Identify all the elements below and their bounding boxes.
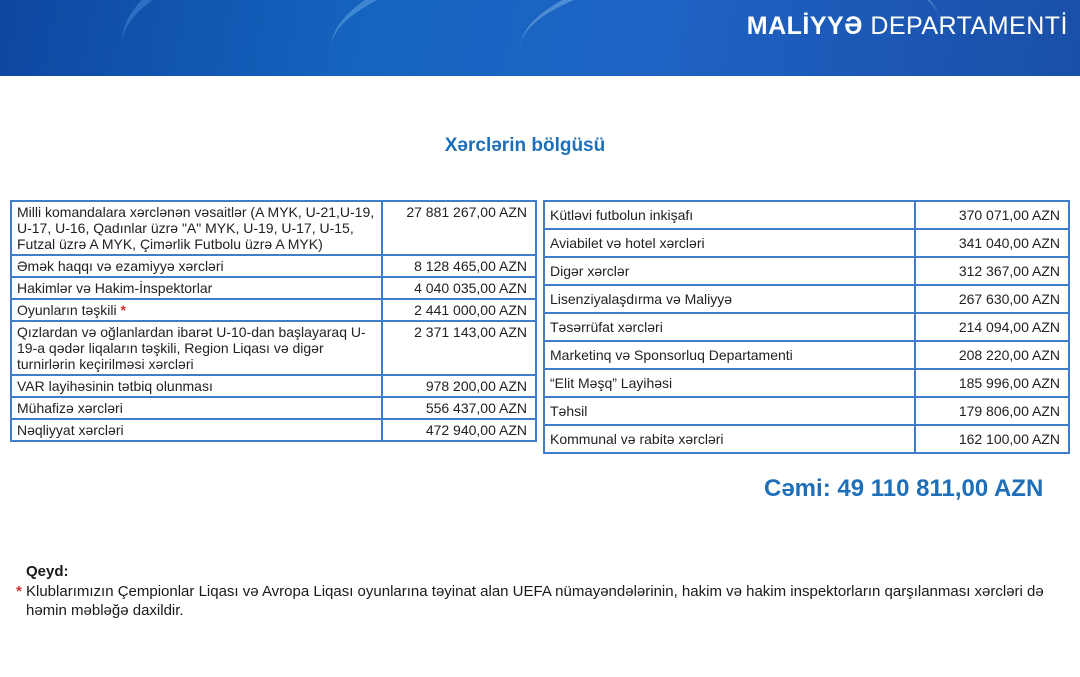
total-amount: Cəmi: 49 110 811,00 AZN (764, 475, 1044, 502)
expense-label: Mühafizə xərcləri (17, 400, 123, 416)
expense-amount: 2 441 000,00 AZN (382, 299, 536, 321)
expense-label: Nəqliyyat xərcləri (17, 422, 124, 438)
expense-label-cell (544, 201, 915, 229)
expense-label-cell (544, 313, 915, 341)
expense-table-left (10, 200, 537, 442)
expense-label-cell (544, 341, 915, 369)
expense-amount: 472 940,00 AZN (382, 419, 536, 441)
expense-label-cell (544, 229, 915, 257)
expense-label-cell (544, 257, 915, 285)
expense-label: VAR layihəsinin tətbiq olunması (17, 378, 213, 394)
table-row (11, 321, 536, 375)
expense-amount: 312 367,00 AZN (915, 257, 1069, 285)
expense-label: Digər xərclər (550, 263, 630, 279)
expense-table-right (543, 200, 1070, 454)
table-row (11, 277, 536, 299)
expense-amount: 341 040,00 AZN (915, 229, 1069, 257)
table-row (544, 369, 1069, 397)
expense-label: Təsərrüfat xərcləri (550, 319, 663, 335)
expense-label: Hakimlər və Hakim-İnspektorlar (17, 280, 213, 296)
expense-label: Oyunların təşkili (17, 302, 117, 318)
page-title: Xərclərin bölgüsü (444, 135, 606, 156)
expense-label-cell (11, 397, 382, 419)
expense-label-cell (11, 419, 382, 441)
expense-label-cell (544, 285, 915, 313)
logo-bold-text: MALİYYƏ (746, 12, 863, 40)
expense-label: Lisenziyalaşdırma və Maliyyə (550, 291, 733, 307)
expense-label-cell (11, 375, 382, 397)
expense-label-cell (11, 201, 382, 255)
expense-label-cell (11, 321, 382, 375)
expense-amount: 185 996,00 AZN (915, 369, 1069, 397)
expense-label-cell (544, 425, 915, 453)
table-row (544, 425, 1069, 453)
expense-amount: 4 040 035,00 AZN (382, 277, 536, 299)
expense-label-cell (11, 277, 382, 299)
table-row (544, 341, 1069, 369)
table-row (544, 229, 1069, 257)
expense-amount: 27 881 267,00 AZN (382, 201, 536, 255)
table-row (11, 201, 536, 255)
expense-label: Təhsil (550, 403, 588, 419)
table-row (544, 313, 1069, 341)
header-banner (0, 0, 1080, 76)
expense-label: Kütləvi futbolun inkişafı (550, 207, 694, 223)
expense-amount: 978 200,00 AZN (382, 375, 536, 397)
expense-label: Kommunal və rabitə xərcləri (550, 431, 724, 447)
expense-amount: 208 220,00 AZN (915, 341, 1069, 369)
expense-label: “Elit Məşq” Layihəsi (550, 375, 673, 391)
table-row (11, 299, 536, 321)
department-logo (747, 12, 1068, 41)
expense-amount: 8 128 465,00 AZN (382, 255, 536, 277)
note-text: Klublarımızın Çempionlar Liqası və Avropa Liqası oyunlarına təyinat alan UEFA nümayəndələrinin, hakim və hakim inspektorların qarşılanması xərcləri də həmin məbləğə daxildir. (26, 583, 1044, 619)
expense-label: Qızlardan və oğlanlardan ibarət U-10-dan başlayaraq U-19-a qədər liqaların təşkili, Region Liqası və digər turnirlərin keçirilməsi xərcləri (17, 324, 366, 372)
expense-amount: 214 094,00 AZN (915, 313, 1069, 341)
footnote-marker: * (120, 302, 126, 318)
expense-label-cell (11, 255, 382, 277)
table-row (544, 397, 1069, 425)
logo-light-text: DEPARTAMENTİ (870, 12, 1068, 40)
expense-label: Əmək haqqı və ezamiyyə xərcləri (17, 258, 224, 274)
expense-label-cell (544, 369, 915, 397)
expense-label-cell (544, 397, 915, 425)
expense-amount: 556 437,00 AZN (382, 397, 536, 419)
table-row (544, 201, 1069, 229)
note-body (16, 582, 1066, 620)
table-row (11, 419, 536, 441)
table-row (544, 285, 1069, 313)
expense-amount: 370 071,00 AZN (915, 201, 1069, 229)
expense-label: Aviabilet və hotel xərcləri (550, 235, 705, 251)
expense-amount: 2 371 143,00 AZN (382, 321, 536, 375)
expense-label: Marketinq və Sponsorluq Departamenti (550, 347, 793, 363)
table-row (11, 375, 536, 397)
expense-amount: 267 630,00 AZN (915, 285, 1069, 313)
expense-label-cell (11, 299, 382, 321)
table-row (544, 257, 1069, 285)
table-row (11, 397, 536, 419)
expense-amount: 179 806,00 AZN (915, 397, 1069, 425)
expense-amount: 162 100,00 AZN (915, 425, 1069, 453)
expense-label: Milli komandalara xərclənən vəsaitlər (A MYK, U-21,U-19, U-17, U-16, Qadınlar üzrə "A" MYK, U-19, U-17, U-15, Futzal üzrə A MYK, Çimərlik Futbolu üzrə A MYK) (17, 204, 375, 252)
table-row (11, 255, 536, 277)
note-marker: * (16, 583, 22, 600)
note-heading: Qeyd: (26, 563, 69, 580)
